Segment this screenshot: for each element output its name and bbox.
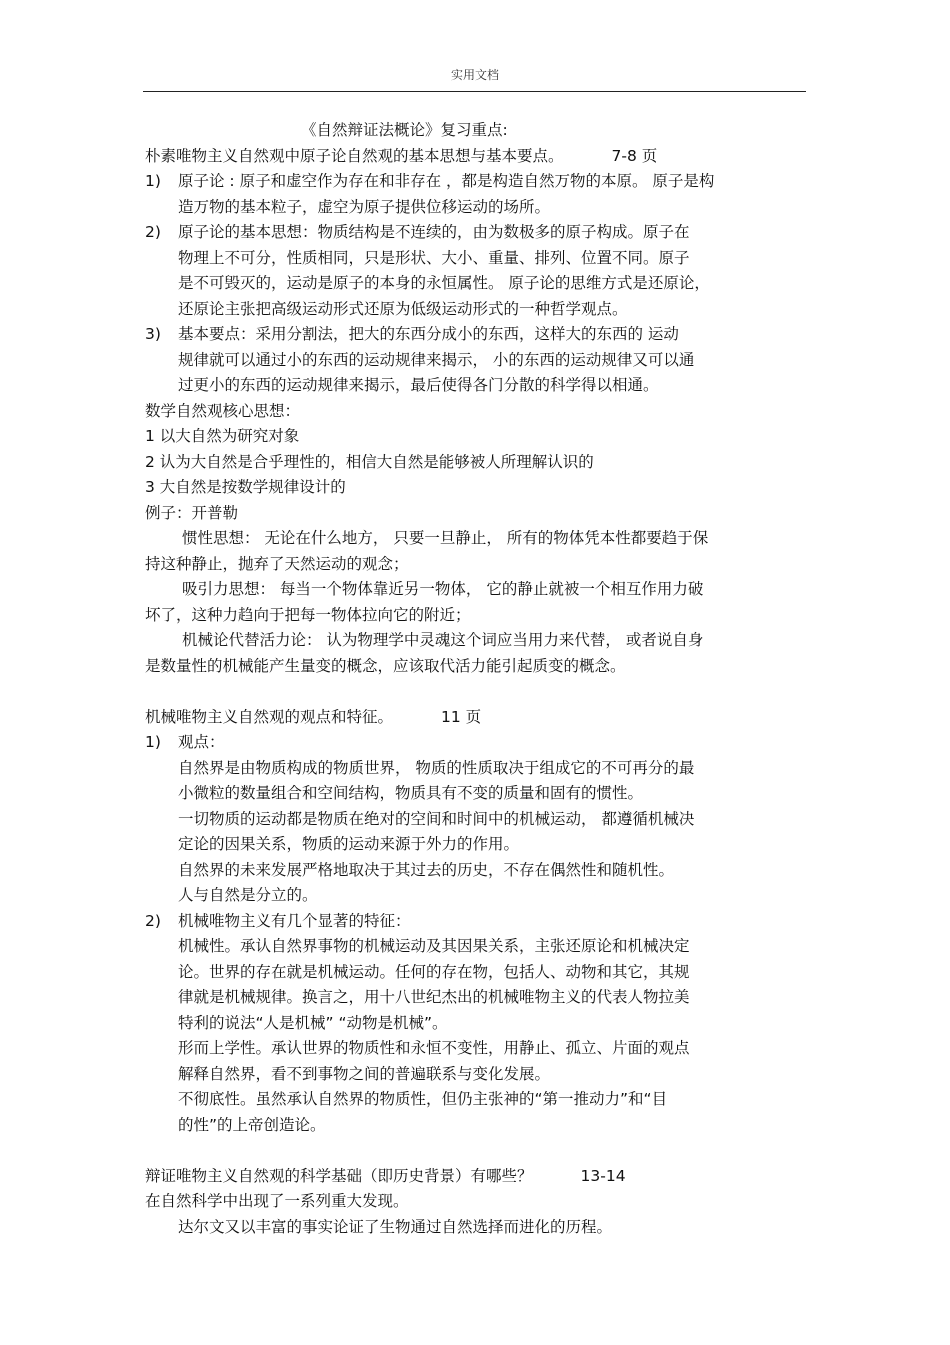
section-heading-text: 辩证唯物主义自然观的科学基础（即历史背景）有哪些？ xyxy=(145,1166,533,1185)
item-text-continued: 还原论主张把高级运动形式还原为低级运动形式的一种哲学观点。 xyxy=(178,299,628,318)
item-text: 原子论的基本思想：物质结构是不连续的，由为数极多的原子构成。原子在 xyxy=(178,223,690,241)
example-label: 例子：开普勒 xyxy=(145,503,239,522)
paragraph-line: 是数量性的机械能产生量变的概念，应该取代活力能引起质变的概念。 xyxy=(145,656,626,675)
item-text-continued: 规律就可以通过小的东西的运动规律来揭示， 小的东西的运动规律又可以通 xyxy=(178,350,695,369)
header-rule xyxy=(143,91,806,92)
page-reference: 13-14 xyxy=(580,1166,626,1185)
item-text-continued: 物理上不可分，性质相同，只是形状、大小、重量、排列、位置不同。原子 xyxy=(178,248,690,267)
item-text-continued: 一切物质的运动都是物质在绝对的空间和时间中的机械运动， 都遵循机械决 xyxy=(178,809,695,828)
section-heading-text: 机械唯物主义自然观的观点和特征。 xyxy=(145,707,394,726)
item-text-continued: 论。世界的存在就是机械运动。任何的存在物，包括人、动物和其它，其规 xyxy=(178,962,690,981)
item-text-continued: 自然界的未来发展严格地取决于其过去的历史，不存在偶然性和随机性。 xyxy=(178,860,675,879)
item-text-continued: 律就是机械规律。换言之，用十八世纪杰出的机械唯物主义的代表人物拉美 xyxy=(178,988,690,1006)
paragraph-line: 坏了，这种力趋向于把每一物体拉向它的附近； xyxy=(145,605,471,624)
core-point: 2 认为大自然是合乎理性的，相信大自然是能够被人所理解认识的 xyxy=(145,452,594,471)
section-heading-dialectical xyxy=(145,1164,810,1190)
item-text-continued: 小微粒的数量组合和空间结构，物质具有不变的质量和固有的惯性。 xyxy=(178,784,644,802)
item-text: 基本要点：采用分割法，把大的东西分成小的东西，这样大的东西的 运动 xyxy=(178,325,679,343)
item-number: 1) xyxy=(145,733,161,751)
item-text-continued: 造万物的基本粒子，虚空为原子提供位移运动的场所。 xyxy=(178,197,551,216)
document-body xyxy=(145,118,810,1240)
blank-line xyxy=(145,1138,810,1164)
item-text-continued: 自然界是由物质构成的物质世界， 物质的性质取决于组成它的不可再分的最 xyxy=(178,758,695,777)
list-item xyxy=(145,220,810,246)
list-item xyxy=(145,322,810,348)
paragraph-first-line: 惯性思想： 无论在什么地方， 只要一旦静止， 所有的物体凭本性都要趋于保 xyxy=(182,529,709,547)
item-text-continued: 不彻底性。虽然承认自然界的物质性，但仍主张神的“第一推动力”和“目 xyxy=(178,1090,668,1108)
section-heading-math: 数学自然观核心思想： xyxy=(145,401,301,420)
item-text-continued: 特利的说法“人是机械” “动物是机械”。 xyxy=(178,1013,448,1032)
item-number: 1) xyxy=(145,172,161,190)
document-title: 《自然辩证法概论》复习重点: xyxy=(301,121,508,139)
core-point: 3 大自然是按数学规律设计的 xyxy=(145,478,346,496)
item-text-continued: 定论的因果关系，物质的运动来源于外力的作用。 xyxy=(178,835,520,853)
section-heading-mechanical xyxy=(145,705,810,731)
item-number: 2) xyxy=(145,223,161,241)
section-heading-atomism xyxy=(145,144,810,170)
item-text-continued: 的性”的上帝创造论。 xyxy=(178,1115,326,1134)
paragraph-first-line: 机械论代替活力论： 认为物理学中灵魂这个词应当用力来代替， 或者说自身 xyxy=(182,631,704,649)
page-header: 实用文档 xyxy=(450,68,499,82)
item-text: 原子论 : 原子和虚空作为存在和非存在 ，都是构造自然万物的本原。 原子是构 xyxy=(178,172,715,190)
item-text-continued: 是不可毁灭的，运动是原子的本身的永恒属性。 原子论的思维方式是还原论， xyxy=(178,274,710,292)
paragraph-line: 持这种静止，抛弃了天然运动的观念； xyxy=(145,554,409,573)
section-heading-text: 朴素唯物主义自然观中原子论自然观的基本思想与基本要点。 xyxy=(145,146,564,165)
item-label: 观点： xyxy=(178,733,225,751)
item-number: 3) xyxy=(145,325,161,343)
item-text-continued: 过更小的东西的运动规律来揭示，最后使得各门分散的科学得以相通。 xyxy=(178,376,659,394)
item-label: 机械唯物主义有几个显著的特征： xyxy=(178,911,411,930)
core-point: 1 以大自然为研究对象 xyxy=(145,427,300,445)
page-reference: 7-8 页 xyxy=(611,146,658,165)
item-text-continued: 人与自然是分立的。 xyxy=(178,886,318,904)
item-text-continued: 机械性。承认自然界事物的机械运动及其因果关系，主张还原论和机械决定 xyxy=(178,937,690,955)
paragraph-line: 在自然科学中出现了一系列重大发现。 xyxy=(145,1192,409,1210)
paragraph-first-line: 达尔文又以丰富的事实论证了生物通过自然选择而进化的历程。 xyxy=(178,1217,613,1236)
blank-line xyxy=(145,679,810,705)
item-number: 2) xyxy=(145,911,161,930)
paragraph-first-line: 吸引力思想： 每当一个物体靠近另一物体， 它的静止就被一个相互作用力破 xyxy=(182,580,704,598)
item-text-continued: 形而上学性。承认世界的物质性和永恒不变性，用静止、孤立、片面的观点 xyxy=(178,1039,690,1057)
item-text-continued: 解释自然界，看不到事物之间的普遍联系与变化发展。 xyxy=(178,1064,551,1083)
list-item xyxy=(145,730,810,756)
page-reference: 11 页 xyxy=(441,707,482,726)
list-item xyxy=(145,909,810,935)
list-item xyxy=(145,169,810,195)
